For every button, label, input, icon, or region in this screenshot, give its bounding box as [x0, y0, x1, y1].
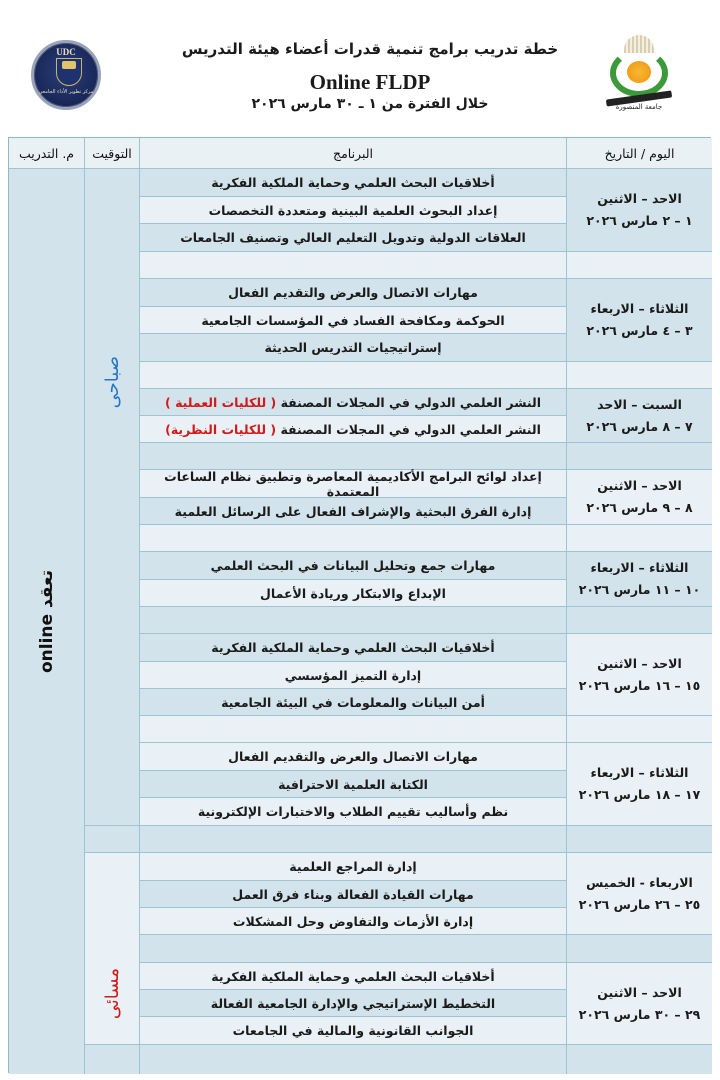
date-cell: [567, 743, 712, 826]
udc-logo-caption: مركز تطوير الأداء الجامعي: [38, 89, 94, 95]
program-row: الكتابة العلمية الاحترافية: [140, 771, 567, 798]
date-day: الاحد – الاثنين: [597, 984, 682, 1000]
udc-logo: [31, 40, 101, 110]
separator-row: [140, 525, 567, 552]
program-row: أخلاقيات البحث العلمي وحماية الملكية الفكرية: [140, 634, 567, 662]
column-header-mode: م. التدريب: [9, 138, 85, 169]
program-row: إدارة الفرق البحثية والإشراف الفعال على الرسائل العلمية: [140, 498, 567, 525]
program-row: إعداد لوائح البرامج الأكاديمية المعاصرة وتطبيق نظام الساعات المعتمدة: [140, 470, 567, 498]
program-row: مهارات القيادة الفعالة وبناء فرق العمل: [140, 881, 567, 908]
date-day: الاحد – الاثنين: [597, 655, 682, 671]
program-row: إدارة التميز المؤسسي: [140, 662, 567, 689]
separator-row: [567, 607, 712, 634]
program-note: ( للكليات العملية ): [165, 394, 277, 410]
program-row: الحوكمة ومكافحة الفساد في المؤسسات الجامعية: [140, 307, 567, 334]
separator-row: [140, 826, 567, 853]
program-row: إعداد البحوث العلمية البينية ومتعددة التخصصات: [140, 197, 567, 224]
program-row: مهارات الاتصال والعرض والتقديم الفعال: [140, 743, 567, 771]
program-row: مهارات الاتصال والعرض والتقديم الفعال: [140, 279, 567, 307]
date-day: السبت – الاحد: [597, 396, 682, 412]
timing-separator-cell: [85, 826, 140, 853]
date-range: ١ – ٢ مارس ٢٠٢٦: [586, 213, 693, 228]
program-row: نظم وأساليب تقييم الطلاب والاختبارات الإلكترونية: [140, 798, 567, 826]
page-period: خلال الفترة من ١ ـ ٣٠ مارس ٢٠٢٦: [251, 96, 489, 112]
program-row: أمن البيانات والمعلومات في البيئة الجامعية: [140, 689, 567, 716]
sun-icon: [627, 61, 651, 83]
mansoura-logo-caption: جامعة المنصورة: [615, 103, 663, 111]
date-range: ٨ – ٩ مارس ٢٠٢٦: [586, 500, 693, 515]
program-row: [140, 389, 567, 416]
udc-logo-text: UDC: [56, 47, 76, 57]
date-cell: [567, 963, 712, 1045]
separator-row: [140, 252, 567, 279]
timing-evening-cell: [85, 853, 140, 1045]
timing-morning-label: صباحى: [101, 355, 123, 409]
program-row: التخطيط الإستراتيجي والإدارة الجامعية الفعالة: [140, 990, 567, 1017]
program-row: الجوانب القانونية والمالية في الجامعات: [140, 1017, 567, 1045]
date-day: الثلاثاء – الاربعاء: [590, 765, 689, 780]
date-day: الاربعاء - الخميس: [586, 874, 693, 890]
program-text: النشر العلمي الدولي في المجلات المصنفة: [280, 394, 541, 410]
program-row: إدارة الأزمات والتفاوض وحل المشكلات: [140, 908, 567, 935]
column-header-program: البرنامج: [140, 138, 567, 169]
date-range: ٢٥ – ٢٦ مارس ٢٠٢٦: [578, 896, 701, 912]
date-range: ٣ – ٤ مارس ٢٠٢٦: [586, 323, 693, 338]
date-range: ١٥ – ١٦ مارس ٢٠٢٦: [578, 677, 701, 693]
date-range: ٧ – ٨ مارس ٢٠٢٦: [586, 418, 693, 434]
timing-morning-cell: [85, 169, 140, 826]
program-row: مهارات جمع وتحليل البيانات في البحث العلمي: [140, 552, 567, 580]
separator-row: [567, 252, 712, 279]
separator-row: [140, 935, 567, 963]
program-row: الإبداع والابتكار وريادة الأعمال: [140, 580, 567, 607]
separator-row: [140, 362, 567, 389]
column-header-date: اليوم / التاريخ: [567, 138, 712, 169]
program-row: العلاقات الدولية وتدويل التعليم العالي وتصنيف الجامعات: [140, 224, 567, 252]
schedule-table: [8, 137, 711, 1073]
separator-row: [567, 362, 712, 389]
book-icon: [62, 61, 76, 69]
separator-row: [567, 716, 712, 743]
date-range: ١٠ – ١١ مارس ٢٠٢٦: [578, 582, 701, 597]
training-mode-label: تعقد online: [36, 569, 57, 674]
date-day: الثلاثاء – الاربعاء: [590, 301, 689, 316]
program-row: أخلاقيات البحث العلمي وحماية الملكية الفكرية: [140, 963, 567, 990]
date-day: الاحد – الاثنين: [597, 478, 682, 493]
page-title: خطة تدريب برامج تنمية قدرات أعضاء هيئة التدريس: [181, 40, 559, 58]
program-row: إستراتيجيات التدريس الحديثة: [140, 334, 567, 362]
program-row: إدارة المراجع العلمية: [140, 853, 567, 881]
separator-row: [567, 935, 712, 963]
date-cell: [567, 389, 712, 443]
program-note: ( للكليات النظرية): [165, 421, 277, 437]
page-subtitle: Online FLDP: [309, 70, 431, 94]
program-row: أخلاقيات البحث العلمي وحماية الملكية الفكرية: [140, 169, 567, 197]
date-cell: [567, 279, 712, 362]
date-day: الاحد – الاثنين: [597, 191, 682, 206]
date-cell: [567, 169, 712, 252]
mansoura-university-logo: [604, 35, 674, 117]
column-header-timing: التوقيت: [85, 138, 140, 169]
timing-footer-cell: [85, 1045, 140, 1074]
separator-row: [567, 826, 712, 853]
date-cell: [567, 853, 712, 935]
training-mode-cell: [9, 169, 85, 1074]
separator-row: [140, 716, 567, 743]
date-cell: [567, 552, 712, 607]
separator-row: [567, 525, 712, 552]
date-range: ٢٩ – ٣٠ مارس ٢٠٢٦: [578, 1006, 701, 1022]
separator-row: [140, 1045, 567, 1074]
date-range: ١٧ – ١٨ مارس ٢٠٢٦: [578, 787, 701, 802]
separator-row: [140, 443, 567, 470]
separator-row: [567, 1045, 712, 1074]
date-day: الثلاثاء – الاربعاء: [590, 560, 689, 575]
separator-row: [567, 443, 712, 470]
program-text: النشر العلمي الدولي في المجلات المصنفة: [280, 421, 541, 437]
separator-row: [140, 607, 567, 634]
date-cell: [567, 634, 712, 716]
program-row: [140, 416, 567, 443]
timing-evening-label: مسائى: [101, 967, 123, 1020]
date-cell: [567, 470, 712, 525]
